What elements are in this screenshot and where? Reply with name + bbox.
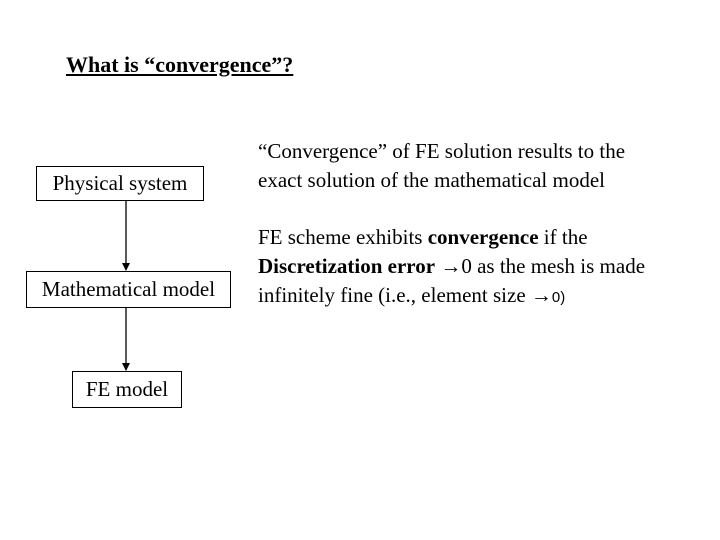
- condition-line-1: [258, 223, 645, 252]
- fe-model-box: [72, 371, 182, 408]
- physical-system-label: Physical system: [52, 171, 188, 195]
- condition-line-1-post: if the: [538, 225, 588, 249]
- convergence-term: convergence: [427, 225, 539, 249]
- slide-title: What is “convergence”?: [66, 52, 294, 77]
- mathematical-model-box: [26, 271, 231, 308]
- discretization-error-term: Discretization error: [258, 254, 436, 278]
- mathematical-model-label: Mathematical model: [41, 277, 216, 301]
- condition-line-2: [258, 252, 645, 281]
- fe-model-label: FE model: [85, 377, 169, 401]
- definition-line-1: “Convergence” of FE solution results to the: [258, 139, 626, 163]
- convergence-condition: [258, 223, 645, 312]
- condition-line-3: [258, 281, 645, 312]
- condition-line-3-pre: infinitely fine (i.e., element size →: [258, 283, 552, 307]
- convergence-definition: [258, 137, 625, 195]
- definition-line-2: exact solution of the mathematical model: [258, 168, 605, 192]
- condition-line-3-zero: 0): [551, 289, 566, 306]
- condition-line-1-pre: FE scheme exhibits: [258, 225, 428, 249]
- condition-line-2-post: →0 as the mesh is made: [435, 254, 646, 278]
- physical-system-box: [36, 166, 204, 201]
